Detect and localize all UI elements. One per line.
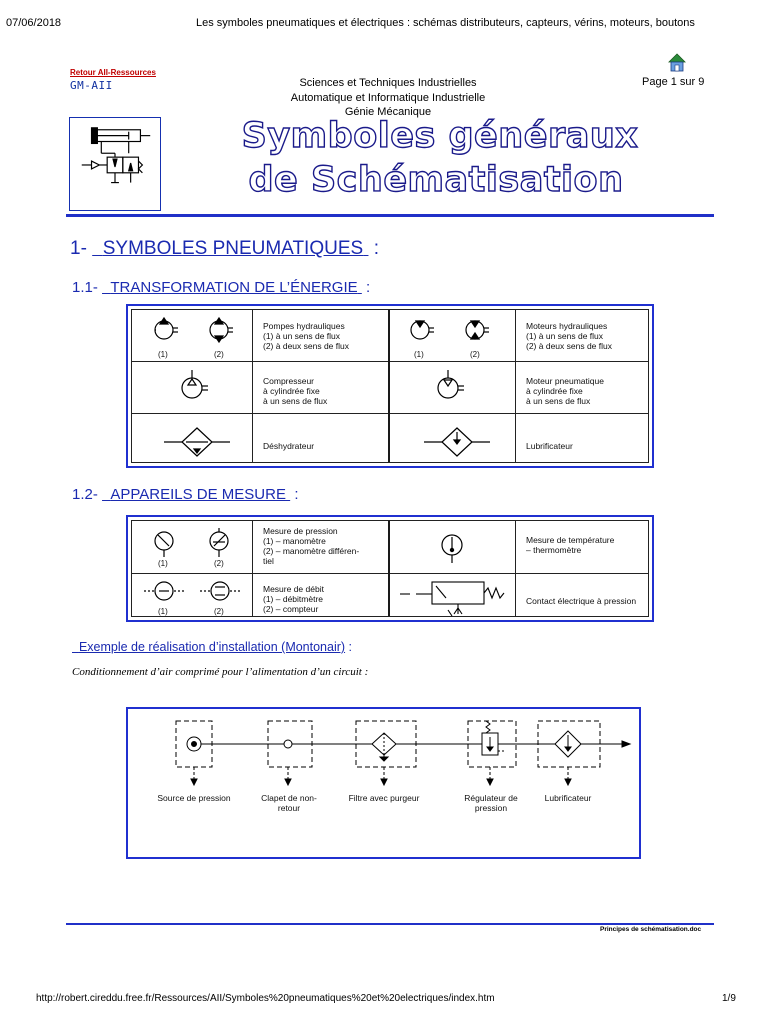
logo-schematic-icon <box>69 117 161 211</box>
compressor-symbol-icon <box>172 368 222 408</box>
section-1-1-colon: : <box>365 279 371 296</box>
back-link[interactable]: Retour AII-Ressources <box>70 68 156 77</box>
pressure-measure-description <box>263 526 359 566</box>
text-line: (2) à deux sens de flux <box>263 341 349 351</box>
text-line: (2) à deux sens de flux <box>526 341 612 351</box>
section-1-title <box>92 238 368 259</box>
flow-measure-description <box>263 584 324 614</box>
dryer-symbol-icon <box>162 422 232 462</box>
col-divider <box>515 521 516 616</box>
section-1-2-colon: : <box>294 486 299 503</box>
row-divider <box>132 361 648 362</box>
text-line: Mesure de débit <box>263 584 324 594</box>
text-line: à cylindrée fixe <box>526 386 583 396</box>
installation-diagram <box>126 707 641 859</box>
print-page-count: 1/9 <box>722 993 736 1004</box>
label-2: (2) <box>214 350 224 359</box>
lubricator-label: Lubrificateur <box>526 441 573 451</box>
header-line-3: Génie Mécanique <box>344 106 432 118</box>
lubricator-symbol-icon <box>422 422 492 462</box>
section-1-1-title-text: TRANSFORMATION DE L’ÉNERGIE <box>110 279 358 296</box>
print-url[interactable]: http://robert.cireddu.free.fr/Ressources/AII/Symboles%20pneumatiques%20et%20electriques/index.htm <box>36 993 495 1004</box>
manometer-symbols-icon <box>146 525 246 561</box>
compressor-description <box>263 376 327 406</box>
dryer-label: Déshydrateur <box>263 441 315 451</box>
col-divider <box>252 521 253 616</box>
row-divider <box>132 573 648 574</box>
label-2: (2) <box>214 559 224 568</box>
dept-label: GM-AII <box>70 79 113 92</box>
big-title-line-1: Symboles généraux <box>241 116 639 156</box>
label-1: (1) <box>158 350 168 359</box>
section-1-1-title <box>102 279 362 296</box>
section-1-1-heading <box>72 279 370 296</box>
page-indicator: Page 1 sur 9 <box>642 76 705 88</box>
thermometer-symbol-icon <box>432 527 472 567</box>
text-line: (1) à un sens de flux <box>263 331 341 341</box>
text-line: Mesure de température <box>526 535 615 545</box>
lubricator-diagram-label: Lubrificateur <box>544 793 592 803</box>
col-divider <box>252 310 253 462</box>
header-line-2: Automatique et Informatique Industrielle <box>290 91 486 104</box>
text-line: (2) – manomètre différen- <box>263 546 360 556</box>
pumps-description <box>263 321 349 351</box>
section-1-2-number: 1.2- <box>72 486 98 503</box>
label-1: (1) <box>158 559 168 568</box>
print-title: Les symboles pneumatiques et électriques : schémas distributeurs, capteurs, vérins, moteurs, boutons <box>196 17 695 29</box>
row-divider <box>132 413 648 414</box>
text-line: (1) – manomètre <box>263 536 326 546</box>
section-1-2-title <box>102 486 290 503</box>
text-line: Moteurs hydrauliques <box>526 321 608 331</box>
example-title-text: Exemple de réalisation d’installation (Montonair) <box>78 640 346 654</box>
label-1: (1) <box>414 350 424 359</box>
motors-description <box>526 321 612 351</box>
pneumatic-motor-symbol-icon <box>428 368 478 408</box>
example-title[interactable] <box>72 640 345 654</box>
installation-diagram-drawing <box>128 709 639 857</box>
pressure-switch-label: Contact électrique à pression <box>526 596 637 606</box>
footer-rule <box>66 923 714 925</box>
label-2: (2) <box>214 607 224 616</box>
regulator-label: Régulateur de pression <box>464 793 518 813</box>
text-line: Compresseur <box>263 376 315 386</box>
header-block <box>240 76 536 120</box>
header-line-1: Sciences et Techniques Industrielles <box>299 77 477 89</box>
text-line: à un sens de flux <box>263 396 328 406</box>
section-1-2-title-text: APPAREILS DE MESURE <box>110 486 286 503</box>
energy-transformation-table <box>126 304 654 468</box>
pressure-source-label: Source de pression <box>157 793 231 803</box>
footer-filename: Principes de schématisation.doc <box>600 926 702 933</box>
example-subtitle: Conditionnement d’air comprimé pour l’alimentation d’un circuit : <box>72 666 369 678</box>
home-icon[interactable] <box>668 53 686 73</box>
col-divider-center <box>388 310 390 462</box>
text-line: (1) à un sens de flux <box>526 331 604 341</box>
print-date: 07/06/2018 <box>6 17 62 29</box>
measurement-table <box>126 515 654 622</box>
example-colon: : <box>348 640 353 654</box>
col-divider-center <box>388 521 390 616</box>
label-2: (2) <box>470 350 480 359</box>
text-line: à cylindrée fixe <box>263 386 320 396</box>
section-1-title-text: SYMBOLES PNEUMATIQUES <box>102 238 364 259</box>
big-title-line-2: de Schématisation <box>248 160 624 200</box>
text-line: Mesure de pression <box>263 526 338 536</box>
col-divider <box>515 310 516 462</box>
section-1-2-heading <box>72 486 299 503</box>
text-line: (2) – compteur <box>263 604 319 614</box>
title-rule <box>66 214 714 217</box>
section-1-heading <box>70 238 379 260</box>
section-1-number: 1- <box>70 238 87 259</box>
text-line: Moteur pneumatique <box>526 376 604 386</box>
filter-label: Filtre avec purgeur <box>348 793 420 803</box>
text-line: Pompes hydrauliques <box>263 321 345 331</box>
label-1: (1) <box>158 607 168 616</box>
text-line: tiel <box>263 556 274 566</box>
section-1-colon: : <box>373 238 380 259</box>
text-line: – thermomètre <box>526 545 582 555</box>
text-line: (1) – débitmètre <box>263 594 323 604</box>
pneumatic-motor-description <box>526 376 604 406</box>
check-valve-label: Clapet de non-retour <box>261 793 317 813</box>
pressure-switch-symbol-icon <box>396 576 512 620</box>
section-1-1-number: 1.1- <box>72 279 98 296</box>
text-line: à un sens de flux <box>526 396 591 406</box>
temperature-description <box>526 535 614 555</box>
example-heading <box>72 640 352 654</box>
